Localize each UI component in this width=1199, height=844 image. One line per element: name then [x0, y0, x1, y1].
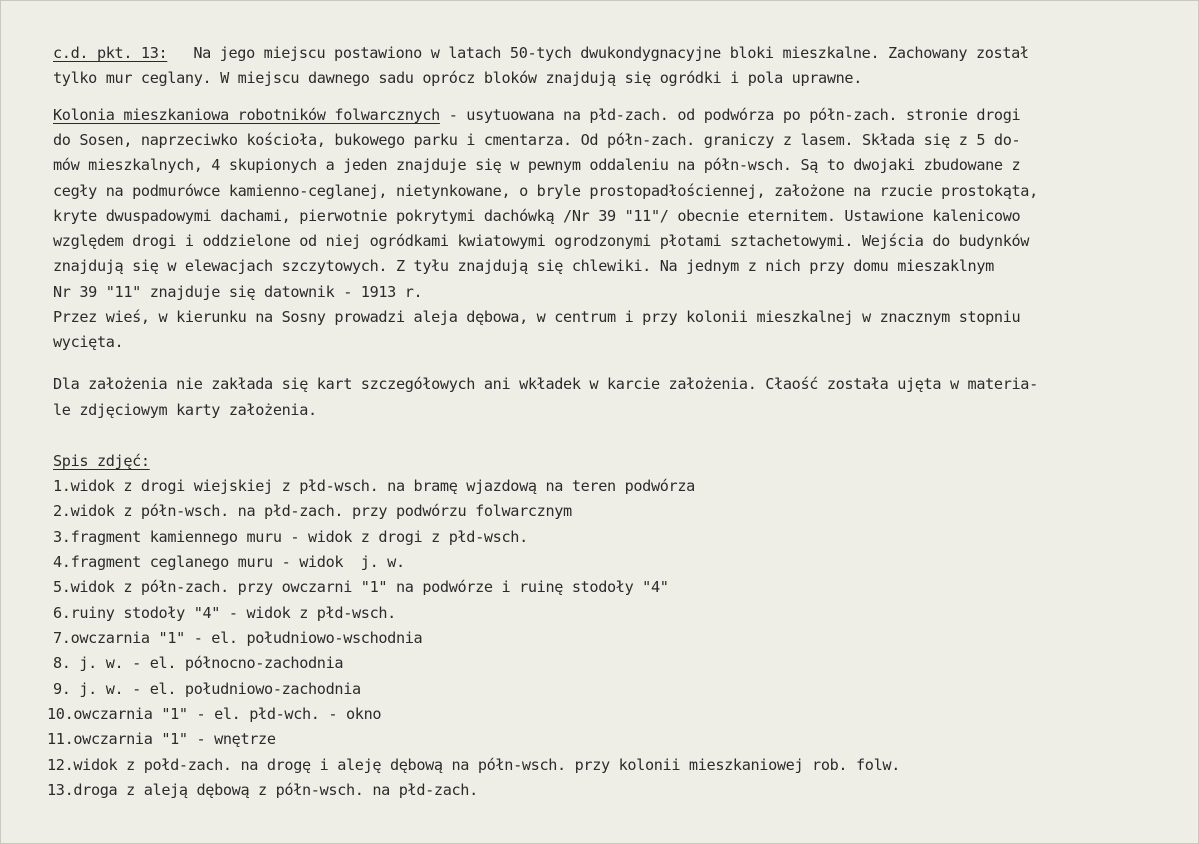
photo-list-item: 6.ruiny stodoły "4" - widok z płd-wsch. [53, 604, 396, 622]
colony-text-1: - usytuowana na płd-zach. od podwórza po półn-zach. stronie drogi [439, 106, 1021, 124]
photo-list-item: 7.owczarnia "1" - el. południowo-wschodnia [53, 629, 423, 647]
photo-list-item: 12.widok z połd-zach. na drogę i aleję dębową na półn-wsch. przy kolonii mieszkaniowej rob. folw. [47, 756, 900, 774]
colony-line: wycięta. [53, 333, 124, 351]
continuation-label: c.d. pkt. 13: [53, 44, 168, 62]
colony-line: do Sosen, naprzeciwko kościoła, bukowego parku i cmentarza. Od półn-zach. graniczy z lasem. Składa się z 5 do- [53, 131, 1021, 149]
photo-list-item: 13.droga z aleją dębową z półn-wsch. na płd-zach. [47, 781, 478, 799]
colony-line: kryte dwuspadowymi dachami, pierwotnie pokrytymi dachówką /Nr 39 "11"/ obecnie eternitem. Ustawione kalenicowo [53, 207, 1021, 225]
colony-line: mów mieszkalnych, 4 skupionych a jeden znajduje się w pewnym oddaleniu na półn-wsch. Są to dwojaki zbudowane z [53, 156, 1021, 174]
colony-line: Przez wieś, w kierunku na Sosny prowadzi aleja dębowa, w centrum i przy kolonii mieszkalnej w znacznym stopniu [53, 308, 1021, 326]
note-line-1: Dla założenia nie zakłada się kart szczegółowych ani wkładek w karcie założenia. Cłaość została ujęta w materia- [53, 375, 1038, 393]
photo-list-heading: Spis zdjęć: [53, 452, 150, 470]
colony-line: znajdują się w elewacjach szczytowych. Z tyłu znajdują się chlewiki. Na jednym z nich przy domu mieszaklnym [53, 257, 994, 275]
continuation-text-1: Na jego miejscu postawiono w latach 50-tych dwukondygnacyjne bloki mieszkalne. Zachowany został [193, 44, 1029, 62]
photo-list-item: 5.widok z półn-zach. przy owczarni "1" na podwórze i ruinę stodoły "4" [53, 578, 669, 596]
colony-line: cegły na podmurówce kamienno-ceglanej, nietynkowane, o bryle prostopadłościennej, założone na rzucie prostokąta, [53, 182, 1038, 200]
colony-line: Nr 39 "11" znajduje się datownik - 1913 r. [53, 283, 423, 301]
photo-list-item: 3.fragment kamiennego muru - widok z drogi z płd-wsch. [53, 528, 528, 546]
photo-list-item: 9. j. w. - el. południowo-zachodnia [53, 680, 361, 698]
photo-list-item: 4.fragment ceglanego muru - widok j. w. [53, 553, 405, 571]
colony-heading: Kolonia mieszkaniowa robotników folwarcznych [53, 106, 440, 124]
photo-list-item: 10.owczarnia "1" - el. płd-wch. - okno [47, 705, 382, 723]
colony-line: względem drogi i oddzielone od niej ogródkami kwiatowymi ogrodzonymi płotami sztachetowymi. Wejścia do budynków [53, 232, 1030, 250]
continuation-line-2: tylko mur ceglany. W miejscu dawnego sadu oprócz bloków znajdują się ogródki i pola uprawne. [53, 69, 863, 87]
colony-line-1 [53, 105, 1020, 125]
photo-list-item: 11.owczarnia "1" - wnętrze [47, 730, 276, 748]
photo-list-item: 1.widok z drogi wiejskiej z płd-wsch. na bramę wjazdową na teren podwórza [53, 477, 695, 495]
continuation-line-1 [53, 43, 1029, 63]
note-line-2: le zdjęciowym karty założenia. [53, 401, 317, 419]
photo-list-item: 2.widok z półn-wsch. na płd-zach. przy podwórzu folwarcznym [53, 502, 572, 520]
photo-list-item: 8. j. w. - el. północno-zachodnia [53, 654, 344, 672]
